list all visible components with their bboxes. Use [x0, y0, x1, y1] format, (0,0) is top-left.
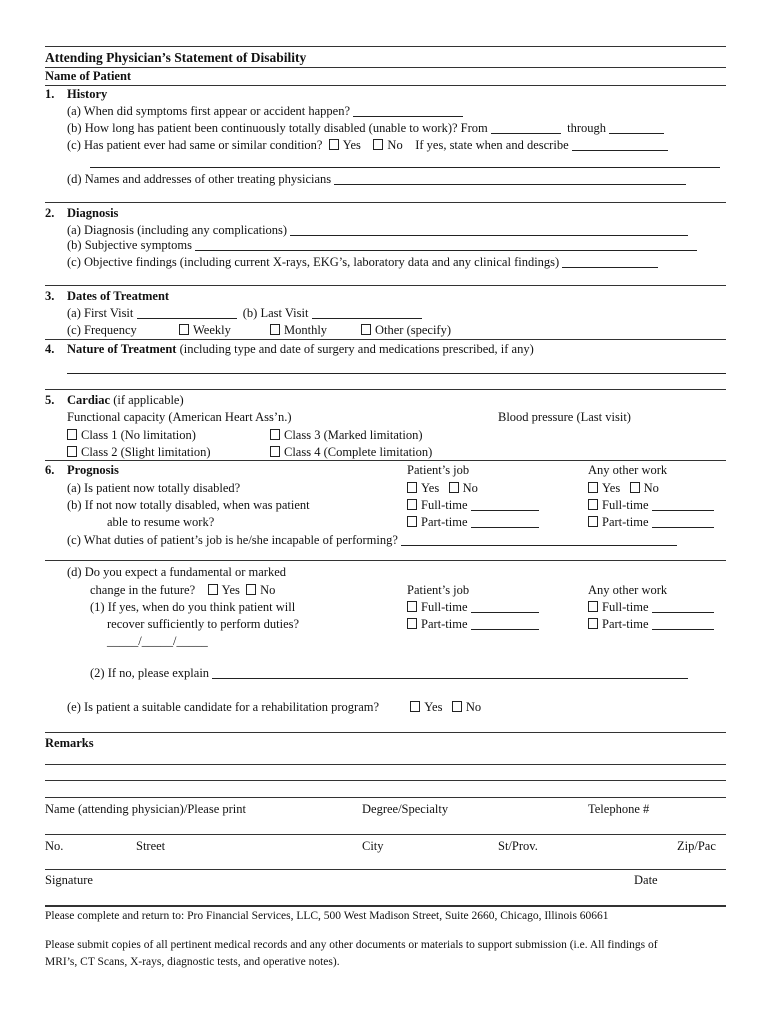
section-4-heading: Nature of Treatment	[67, 342, 177, 356]
objective-findings-field[interactable]	[562, 256, 658, 268]
future-job-fulltime-label: Full-time	[421, 600, 468, 614]
first-visit-label: (a) First Visit	[67, 306, 134, 320]
through-label: through	[567, 121, 607, 135]
date-label: Date	[634, 873, 658, 887]
class-3-checkbox[interactable]	[270, 429, 280, 440]
section-5-number: 5.	[45, 393, 55, 407]
other-parttime-checkbox[interactable]	[588, 516, 598, 527]
section-1-rule	[45, 202, 726, 203]
future-other-parttime-checkbox[interactable]	[588, 618, 598, 629]
section-4-row	[45, 342, 54, 357]
class-2-checkbox[interactable]	[67, 446, 77, 457]
prognosis-c-label: (c) What duties of patient’s job is he/she incapable of performing?	[67, 533, 398, 547]
section-5-rule	[45, 460, 726, 461]
functional-capacity-label: Functional capacity (American Heart Ass’n.)	[67, 410, 292, 424]
class-2-option[interactable]	[67, 445, 211, 460]
job-fulltime-field[interactable]	[471, 499, 539, 511]
monthly-checkbox[interactable]	[270, 324, 280, 335]
section-4-rule	[45, 389, 726, 390]
rehab-no-label: No	[465, 700, 482, 714]
future-other-fulltime-row	[588, 600, 714, 615]
change-no-checkbox[interactable]	[246, 584, 256, 595]
future-job-parttime-checkbox[interactable]	[407, 618, 417, 629]
blood-pressure-label: Blood pressure (Last visit)	[498, 410, 631, 424]
name-of-patient-label: Name of Patient	[45, 69, 132, 83]
class-3-option[interactable]	[270, 428, 423, 443]
form-title: Attending Physician’s Statement of Disability	[45, 50, 307, 65]
job-yes-checkbox[interactable]	[407, 482, 417, 493]
any-other-work-header-2: Any other work	[588, 583, 668, 597]
job-fulltime-label: Full-time	[421, 498, 468, 512]
frequency-label: (c) Frequency	[67, 323, 137, 337]
future-other-parttime-field[interactable]	[652, 618, 714, 630]
section-2-rule	[45, 285, 726, 286]
other-disabled-options	[588, 481, 659, 496]
weekly-checkbox[interactable]	[179, 324, 189, 335]
title-rule	[45, 67, 726, 68]
other-fulltime-row	[588, 498, 714, 513]
class-2-label: Class 2 (Slight limitation)	[81, 445, 211, 459]
no-label: No	[387, 138, 403, 152]
physician-name-label: Name (attending physician)/Please print	[45, 802, 246, 816]
future-other-fulltime-field[interactable]	[652, 601, 714, 613]
history-a	[67, 104, 463, 119]
submit-records-text: Please submit copies of all pertinent medical records and any other documents or materials to support submission (i.e. All findings of	[45, 939, 658, 951]
change-yes-checkbox[interactable]	[208, 584, 218, 595]
yes-checkbox[interactable]	[329, 139, 339, 150]
address-no-label: No.	[45, 839, 64, 853]
job-parttime-checkbox[interactable]	[407, 516, 417, 527]
other-yes-label: Yes	[602, 481, 621, 495]
patients-job-header-2: Patient’s job	[407, 583, 470, 597]
last-visit-label: (b) Last Visit	[242, 306, 309, 320]
symptoms-date-field[interactable]	[353, 105, 463, 117]
history-b	[67, 121, 664, 136]
prognosis-c-rule	[45, 560, 726, 561]
prognosis-e	[67, 700, 481, 715]
history-c	[67, 138, 668, 153]
class-1-label: Class 1 (No limitation)	[81, 428, 196, 442]
duties-field[interactable]	[401, 534, 677, 546]
other-fulltime-label: Full-time	[602, 498, 649, 512]
prognosis-d1-label: (1) If yes, when do you think patient will	[90, 600, 296, 614]
history-d-label: (d) Names and addresses of other treating physicians	[67, 172, 332, 186]
job-disabled-options	[407, 481, 478, 496]
job-parttime-row	[407, 515, 539, 530]
section-5-heading: Cardiac	[67, 393, 111, 407]
treatment-line[interactable]	[67, 373, 726, 374]
change-future-row	[90, 583, 275, 598]
remarks-heading: Remarks	[45, 736, 94, 750]
patient-rule	[45, 85, 726, 86]
section-6-heading: Prognosis	[67, 463, 119, 477]
section-3-number: 3.	[45, 289, 55, 303]
frequency-row	[67, 323, 451, 338]
monthly-label: Monthly	[284, 323, 328, 337]
top-rule	[45, 46, 726, 47]
diagnosis-c	[67, 255, 658, 270]
history-c-label: (c) Has patient ever had same or similar condition?	[67, 138, 323, 152]
similar-condition-line[interactable]	[90, 167, 720, 168]
submit-records-text-2: MRI’s, CT Scans, X-rays, diagnostic tests, and operative notes).	[45, 956, 340, 968]
future-job-parttime-label: Part-time	[421, 617, 468, 631]
future-other-parttime-label: Part-time	[602, 617, 649, 631]
other-parttime-field[interactable]	[652, 516, 714, 528]
class-1-checkbox[interactable]	[67, 429, 77, 440]
section-4-text	[67, 342, 534, 357]
signature-label: Signature	[45, 873, 93, 887]
job-yes-label: Yes	[421, 481, 440, 495]
state-province-label: St/Prov.	[498, 839, 538, 853]
change-yes-label: Yes	[221, 583, 240, 597]
other-fulltime-field[interactable]	[652, 499, 714, 511]
subjective-symptoms-field[interactable]	[195, 239, 697, 251]
future-job-fulltime-checkbox[interactable]	[407, 601, 417, 612]
future-job-parttime-field[interactable]	[471, 618, 539, 630]
recovery-date-field[interactable]: _____/_____/_____	[107, 634, 208, 648]
no-checkbox[interactable]	[373, 139, 383, 150]
job-no-label: No	[462, 481, 478, 495]
section-3-rule	[45, 339, 726, 340]
other-parttime-row	[588, 515, 714, 530]
class-1-option[interactable]	[67, 428, 196, 443]
job-no-checkbox[interactable]	[449, 482, 459, 493]
zip-label: Zip/Pac	[677, 839, 716, 853]
job-parttime-label: Part-time	[421, 515, 468, 529]
remarks-line-2[interactable]	[45, 780, 726, 781]
degree-specialty-label: Degree/Specialty	[362, 802, 449, 816]
return-address-text: Please complete and return to: Pro Financial Services, LLC, 500 West Madison Street, Suite 2660, Chicago, Illinois 60661	[45, 910, 609, 922]
remarks-line-3[interactable]	[45, 797, 726, 798]
disabled-through-field[interactable]	[609, 122, 664, 134]
section-6-rule	[45, 732, 726, 733]
class-4-label: Class 4 (Complete limitation)	[284, 445, 433, 459]
telephone-label: Telephone #	[588, 802, 650, 816]
section-3-heading: Dates of Treatment	[67, 289, 170, 303]
section-4-note: (including type and date of surgery and medications prescribed, if any)	[176, 342, 534, 356]
section-1-heading: History	[67, 87, 108, 101]
disabled-from-field[interactable]	[491, 122, 561, 134]
other-label: Other (specify)	[375, 323, 452, 337]
yes-label: Yes	[342, 138, 361, 152]
other-no-label: No	[643, 481, 659, 495]
future-job-parttime-row	[407, 617, 539, 632]
diagnosis-b-label: (b) Subjective symptoms	[67, 238, 192, 252]
section-6-number: 6.	[45, 463, 55, 477]
patients-job-header: Patient’s job	[407, 463, 470, 477]
prognosis-a-label: (a) Is patient now totally disabled?	[67, 481, 241, 495]
footer-rule	[45, 905, 726, 907]
other-checkbox[interactable]	[361, 324, 371, 335]
similar-condition-field[interactable]	[572, 139, 668, 151]
prognosis-d1-label-2: recover sufficiently to perform duties?	[107, 617, 300, 631]
section-2-heading: Diagnosis	[67, 206, 119, 220]
section-4-number: 4.	[45, 342, 55, 356]
change-future-label: change in the future?	[90, 583, 196, 597]
other-fulltime-checkbox[interactable]	[588, 499, 598, 510]
job-parttime-field[interactable]	[471, 516, 539, 528]
future-other-fulltime-label: Full-time	[602, 600, 649, 614]
street-label: Street	[136, 839, 166, 853]
history-c-describe: If yes, state when and describe	[415, 138, 569, 152]
future-job-fulltime-row	[407, 600, 539, 615]
future-other-parttime-row	[588, 617, 714, 632]
address-rule[interactable]	[45, 834, 726, 835]
prognosis-c	[67, 533, 677, 548]
first-visit-field[interactable]	[137, 307, 237, 319]
class-4-option[interactable]	[270, 445, 432, 460]
last-visit-field[interactable]	[312, 307, 422, 319]
class-3-label: Class 3 (Marked limitation)	[284, 428, 423, 442]
prognosis-b-label: (b) If not now totally disabled, when was patient	[67, 498, 310, 512]
history-d	[67, 172, 686, 187]
other-parttime-label: Part-time	[602, 515, 649, 529]
history-a-label: (a) When did symptoms first appear or accident happen?	[67, 104, 351, 118]
diagnosis-field[interactable]	[290, 224, 688, 236]
class-4-checkbox[interactable]	[270, 446, 280, 457]
diagnosis-a-label: (a) Diagnosis (including any complications)	[67, 223, 288, 237]
explain-field[interactable]	[212, 667, 688, 679]
other-no-checkbox[interactable]	[630, 482, 640, 493]
prognosis-d2	[90, 666, 688, 681]
section-1-number: 1.	[45, 87, 55, 101]
diagnosis-b	[67, 238, 697, 253]
section-2-number: 2.	[45, 206, 55, 220]
prognosis-d-label: (d) Do you expect a fundamental or marked	[67, 565, 287, 579]
diagnosis-a	[67, 223, 688, 238]
any-other-work-header: Any other work	[588, 463, 668, 477]
prognosis-d2-label: (2) If no, please explain	[90, 666, 210, 680]
job-fulltime-row	[407, 498, 539, 513]
history-b-label: (b) How long has patient been continuously totally disabled (unable to work)? From	[67, 121, 488, 135]
prognosis-e-label: (e) Is patient a suitable candidate for a rehabilitation program?	[67, 700, 380, 714]
treatment-dates	[67, 306, 422, 321]
city-label: City	[362, 839, 384, 853]
signature-rule[interactable]	[45, 869, 726, 870]
change-no-label: No	[260, 583, 276, 597]
prognosis-b-label-2: able to resume work?	[107, 515, 215, 529]
section-5-note: (if applicable)	[110, 393, 184, 407]
section-5-title	[67, 393, 184, 408]
future-other-fulltime-checkbox[interactable]	[588, 601, 598, 612]
rehab-no-checkbox[interactable]	[452, 701, 462, 712]
other-yes-checkbox[interactable]	[588, 482, 598, 493]
weekly-label: Weekly	[193, 323, 231, 337]
job-fulltime-checkbox[interactable]	[407, 499, 417, 510]
diagnosis-c-label: (c) Objective findings (including current X-rays, EKG’s, laboratory data and any clinical findings)	[67, 255, 560, 269]
future-job-fulltime-field[interactable]	[471, 601, 539, 613]
rehab-yes-label: Yes	[424, 700, 443, 714]
remarks-line-1[interactable]	[45, 764, 726, 765]
rehab-yes-checkbox[interactable]	[410, 701, 420, 712]
other-physicians-field[interactable]	[334, 173, 686, 185]
